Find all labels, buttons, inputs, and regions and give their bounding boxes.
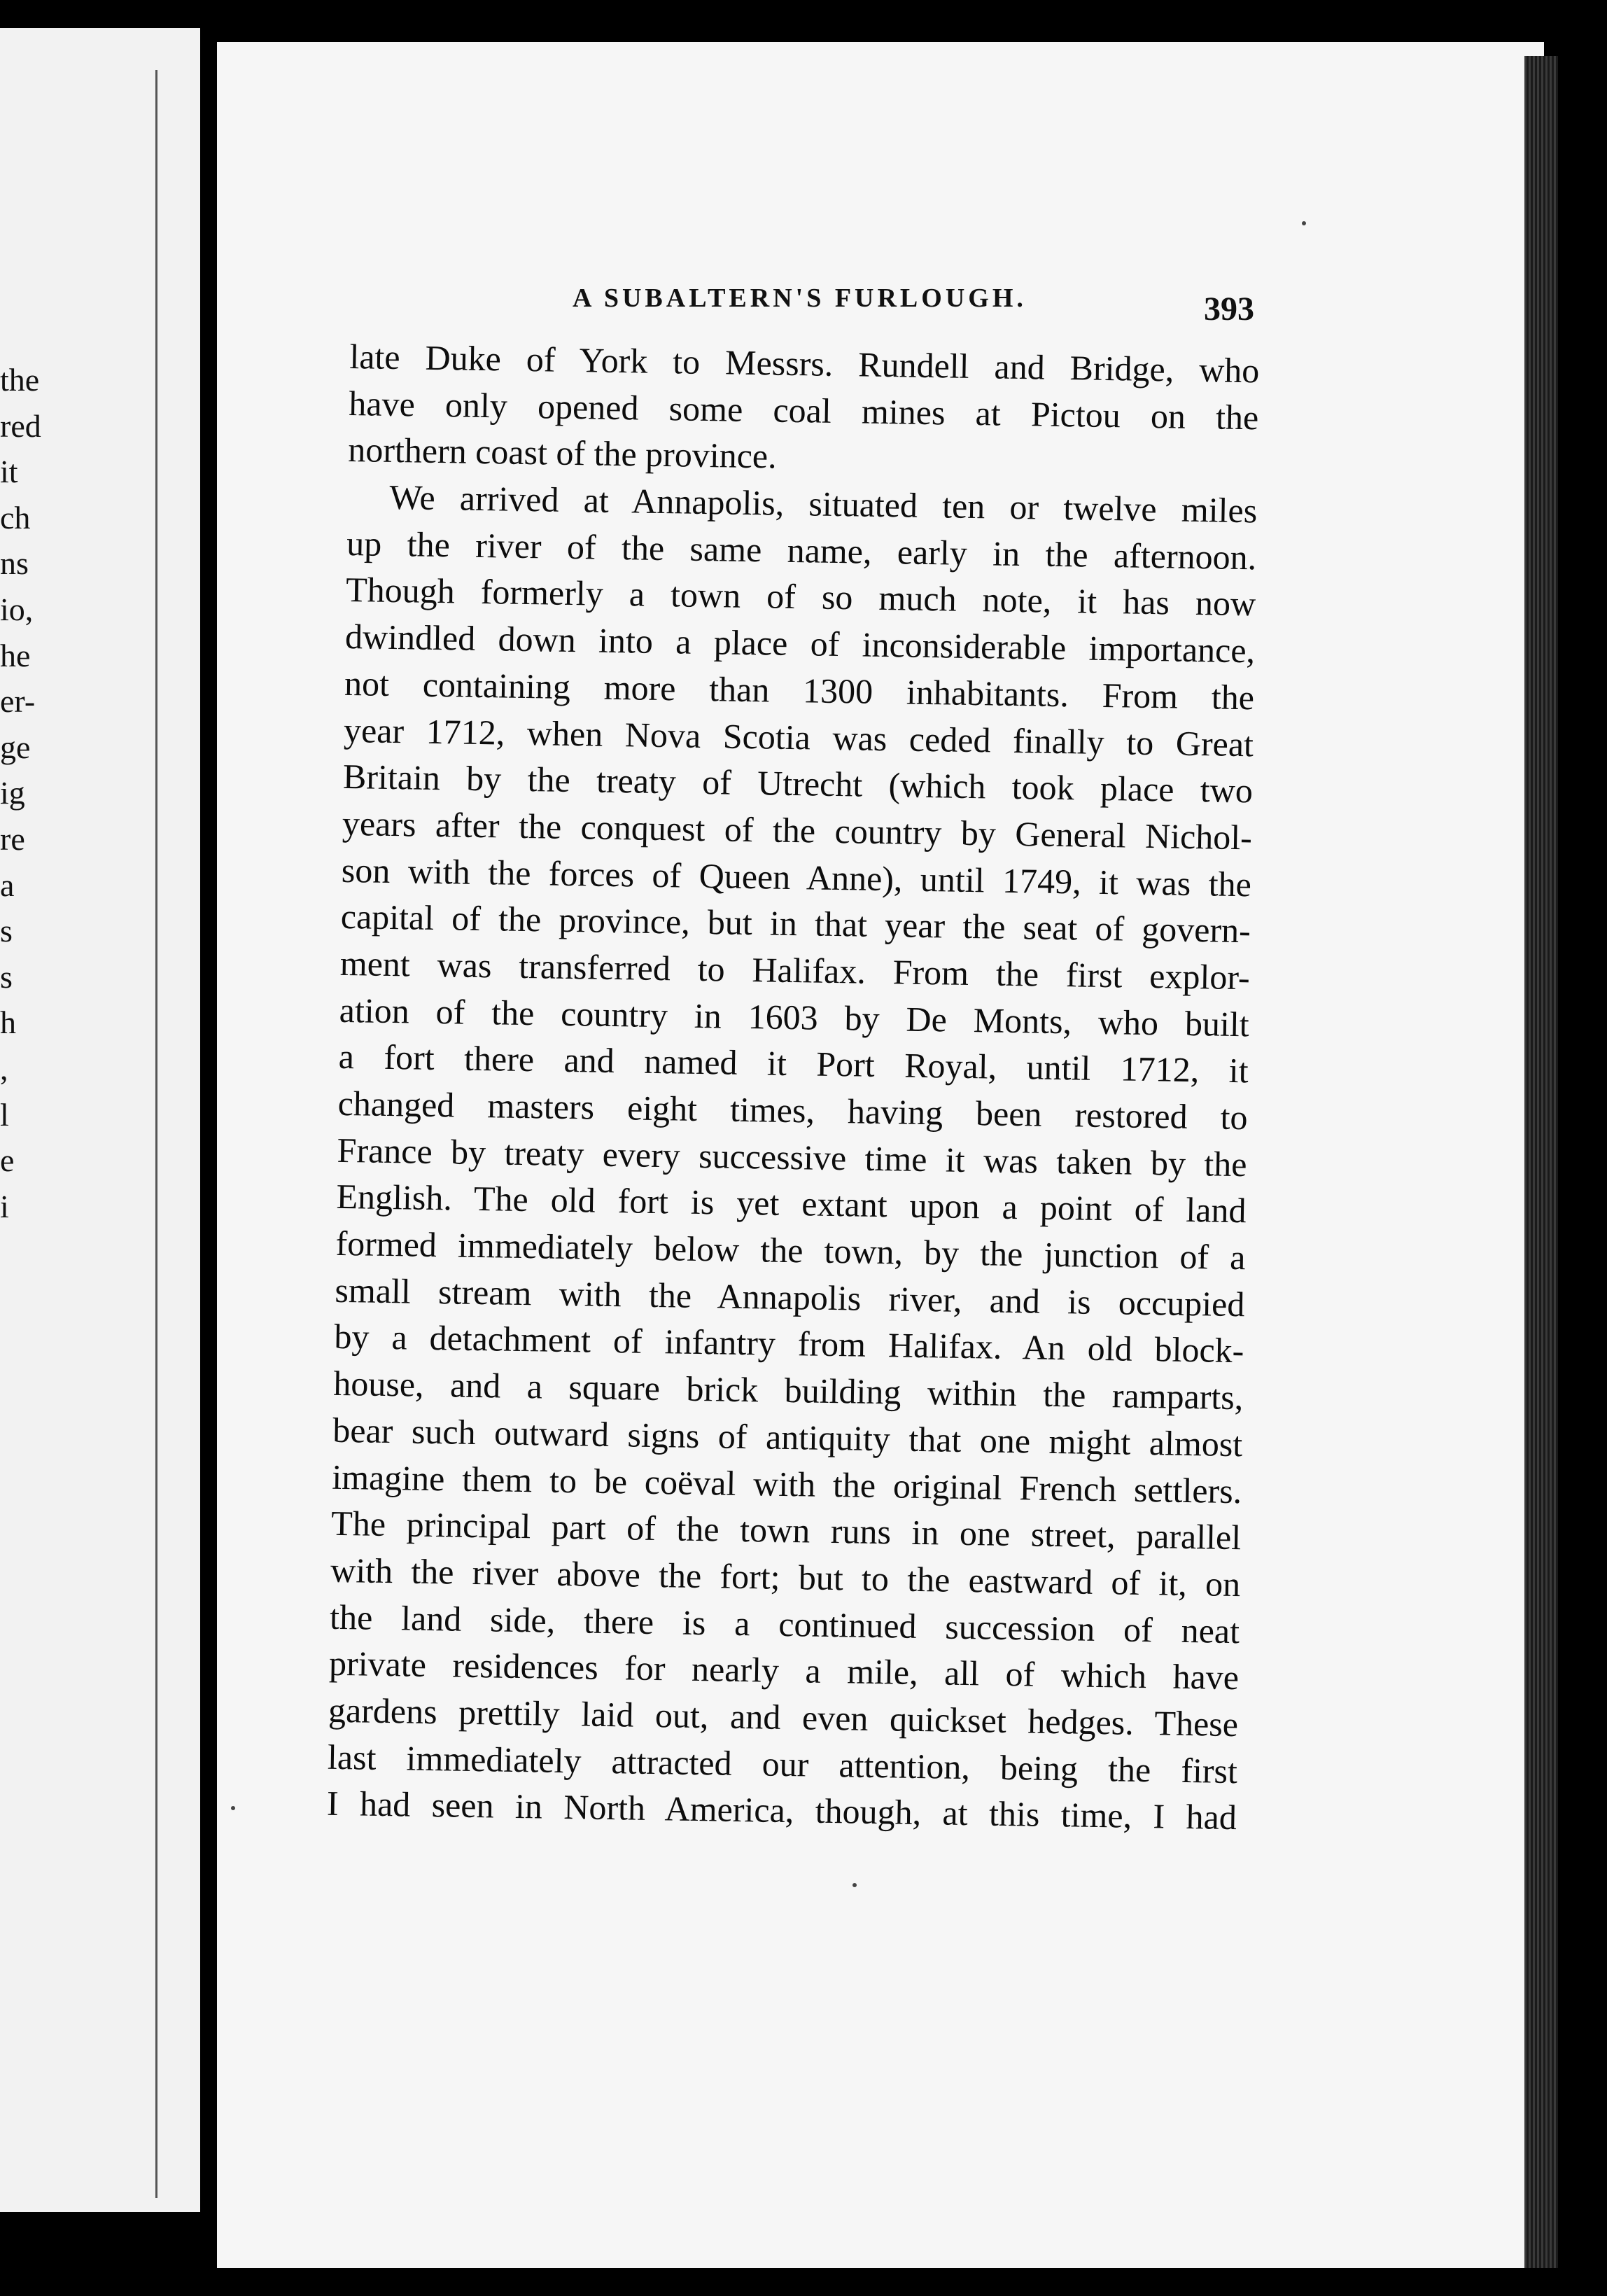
text-line: The principal part of the town runs in one street, parallel: [330, 1503, 1242, 1558]
gutter-line: [155, 70, 157, 2198]
ink-speck: [231, 1806, 235, 1810]
text-line: last immediately attracted our attention, being the first: [327, 1737, 1238, 1791]
text-line: not containing more than 1300 inhabitants. From the: [344, 663, 1255, 718]
facing-page-fragment: e: [0, 1142, 15, 1179]
page-number: 393: [1204, 290, 1254, 328]
text-line: private residences for nearly a mile, all of which have: [328, 1644, 1240, 1698]
text-line: a fort there and named it Port Royal, until 1712, it: [338, 1037, 1249, 1091]
ink-speck: [852, 1883, 857, 1887]
text-line: bear such outward signs of antiquity that one might almost: [332, 1410, 1243, 1464]
text-line: English. The old fort is yet extant upon a point of land: [336, 1177, 1247, 1231]
facing-page-fragment: io,: [0, 591, 34, 627]
text-line: up the river of the same name, early in the afternoon.: [346, 523, 1257, 578]
facing-page-fragment: ge: [0, 729, 31, 765]
text-line: imagine them to be coëval with the original French settlers.: [331, 1457, 1242, 1511]
text-line: with the river above the fort; but to the eastward of it, on: [330, 1550, 1241, 1604]
facing-page-fragment: it: [0, 454, 18, 490]
text-line: years after the conquest of the country by General Nichol-: [342, 803, 1253, 858]
facing-page-fragment: s: [0, 958, 13, 995]
text-line: late Duke of York to Messrs. Rundell and Bridge, who: [349, 336, 1260, 391]
facing-page: [0, 28, 200, 2212]
facing-page-fragment: ch: [0, 499, 31, 536]
facing-page-fragment: l: [0, 1096, 9, 1133]
facing-page-fragment: ,: [0, 1050, 8, 1086]
text-line: small stream with the Annapolis river, and is occupied: [335, 1270, 1245, 1324]
text-line: Though formerly a town of so much note, it has now: [345, 570, 1256, 624]
page-edge: [1524, 56, 1558, 2268]
text-line: dwindled down into a place of inconsiderable importance,: [344, 617, 1256, 671]
text-line: house, and a square brick building within the ramparts,: [332, 1363, 1244, 1418]
facing-page-fragment: ig: [0, 775, 25, 811]
ink-speck: [1302, 221, 1306, 225]
text-line: formed immediately below the town, by the junction of a: [335, 1223, 1246, 1278]
text-line: capital of the province, but in that year the seat of govern-: [340, 897, 1251, 951]
text-line: ation of the country in 1603 by De Monts, who built: [339, 990, 1250, 1044]
facing-page-fragment: s: [0, 913, 13, 949]
text-line: year 1712, when Nova Scotia was ceded finally to Great: [343, 710, 1254, 764]
text-line: son with the forces of Queen Anne), until 1749, it was the: [341, 850, 1252, 904]
body-text: [326, 333, 1259, 1841]
text-line: changed masters eight times, having been restored to: [337, 1083, 1249, 1138]
facing-page-fragment: h: [0, 1004, 16, 1041]
facing-page-fragment: ns: [0, 545, 29, 582]
running-head: A SUBALTERN'S FURLOUGH.: [573, 284, 1027, 313]
facing-page-fragment: red: [0, 407, 41, 444]
text-line: northern coast of the province.: [347, 430, 778, 476]
facing-page-fragment: he: [0, 637, 31, 673]
facing-page-fragment: re: [0, 820, 25, 857]
text-line: the land side, there is a continued succession of neat: [329, 1597, 1240, 1651]
facing-page-fragment: a: [0, 867, 15, 903]
facing-page-text-fragments: [0, 357, 42, 1229]
facing-page-fragment: the: [0, 362, 40, 398]
text-line: We arrived at Annapolis, situated ten or twelve miles: [388, 477, 1258, 531]
text-line: have only opened some coal mines at Pictou on the: [348, 383, 1259, 438]
text-line: gardens prettily laid out, and even quickset hedges. These: [328, 1690, 1239, 1744]
text-line: by a detachment of infantry from Halifax. An old block-: [334, 1317, 1244, 1371]
text-line: Britain by the treaty of Utrecht (which took place two: [342, 757, 1254, 811]
text-line: France by treaty every successive time it was taken by the: [337, 1130, 1247, 1184]
facing-page-fragment: er-: [0, 683, 36, 720]
text-line: ment was transferred to Halifax. From the first explor-: [339, 943, 1251, 997]
text-line: I had seen in North America, though, at this time, I had: [326, 1784, 1237, 1837]
facing-page-fragment: i: [0, 1188, 9, 1224]
